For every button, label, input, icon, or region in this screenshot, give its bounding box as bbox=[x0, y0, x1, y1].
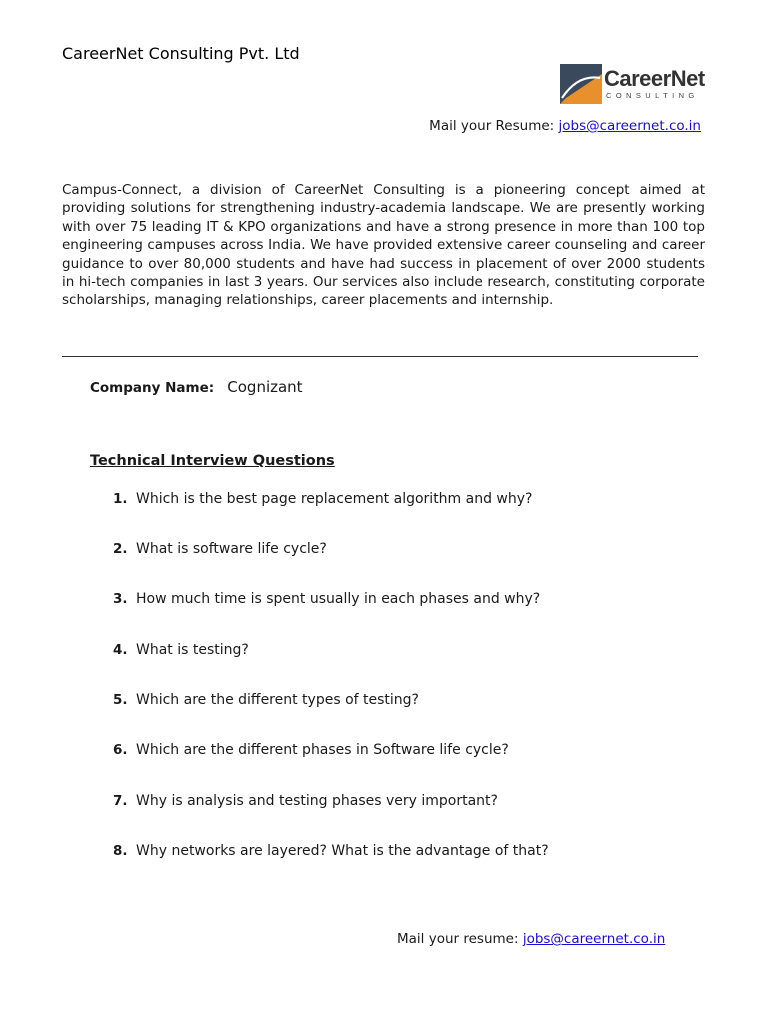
question-number: 6. bbox=[113, 742, 128, 758]
logo-subtitle: CONSULTING bbox=[606, 91, 699, 100]
question-text: Why is analysis and testing phases very important? bbox=[136, 793, 498, 809]
question-number: 2. bbox=[113, 541, 128, 557]
question-text: Which is the best page replacement algorithm and why? bbox=[136, 491, 533, 507]
question-number: 3. bbox=[113, 591, 128, 607]
intro-paragraph: Campus-Connect, a division of CareerNet Consulting is a pioneering concept aimed at providing solutions for strengthening industry-academia landscape. We are presently working with over 75 leading IT & KPO organizations and have a strong presence in more than 100 top engineering campuses across India. We have provided extensive career counseling and career guidance to over 80,000 students and have had success in placement of over 2000 students in hi-tech companies in last 3 years. Our services also include research, constituting corporate scholarships, managing relationships, career placements and internship. bbox=[62, 182, 705, 309]
question-number: 5. bbox=[113, 692, 128, 708]
question-text: What is software life cycle? bbox=[136, 541, 327, 557]
careernet-logo-mark-icon bbox=[560, 64, 602, 104]
question-text: What is testing? bbox=[136, 642, 249, 658]
careernet-logo bbox=[560, 64, 705, 106]
question-text: Why networks are layered? What is the advantage of that? bbox=[136, 843, 549, 859]
logo-wordmark: CareerNet bbox=[604, 66, 705, 91]
question-text: Which are the different phases in Software life cycle? bbox=[136, 742, 509, 758]
section-divider bbox=[62, 356, 698, 357]
mail-resume-top bbox=[429, 118, 701, 134]
question-number: 1. bbox=[113, 491, 128, 507]
email-link-bottom[interactable]: jobs@careernet.co.in bbox=[522, 931, 666, 947]
question-number: 8. bbox=[113, 843, 128, 859]
company-name-label: Company Name: bbox=[90, 380, 215, 396]
question-number: 4. bbox=[113, 642, 128, 658]
company-name-row bbox=[90, 377, 303, 396]
mail-resume-label: Mail your Resume: bbox=[429, 118, 555, 134]
question-text: Which are the different types of testing? bbox=[136, 692, 419, 708]
mail-resume-bottom bbox=[397, 931, 665, 947]
question-text: How much time is spent usually in each phases and why? bbox=[136, 591, 541, 607]
email-link-top[interactable]: jobs@careernet.co.in bbox=[558, 118, 701, 134]
mail-resume-label: Mail your resume: bbox=[397, 931, 519, 947]
company-title: CareerNet Consulting Pvt. Ltd bbox=[62, 44, 300, 63]
company-name-value: Cognizant bbox=[227, 378, 303, 396]
question-number: 7. bbox=[113, 793, 128, 809]
section-heading: Technical Interview Questions bbox=[90, 453, 335, 469]
